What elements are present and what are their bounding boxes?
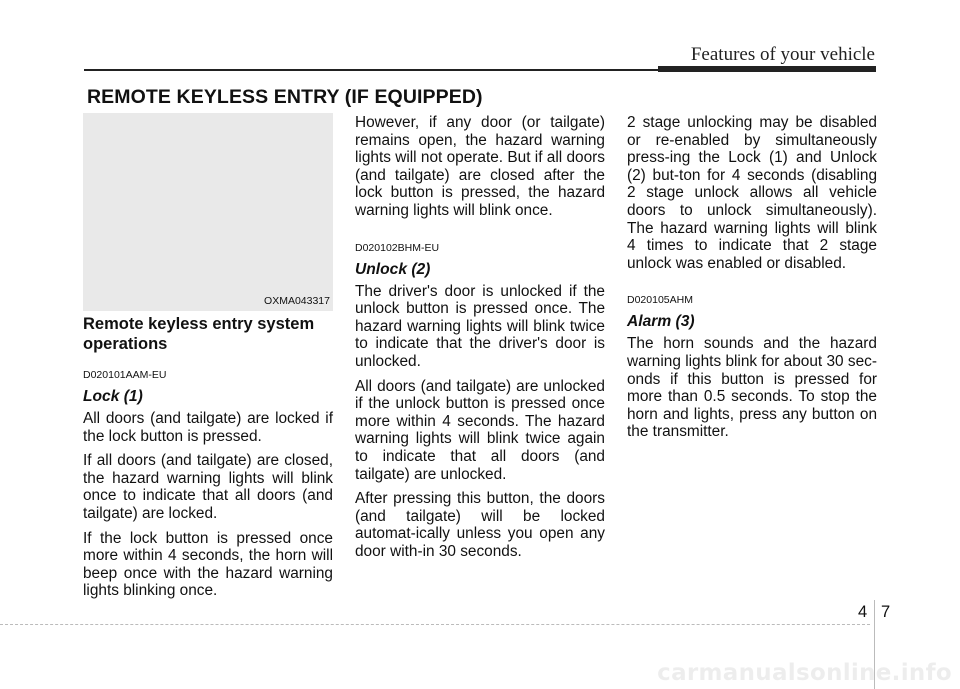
header-rule-accent <box>658 66 876 72</box>
paragraph: 2 stage unlocking may be disabled or re-enabled by simultaneously press-ing the Lock (1) and Unlock (2) but-ton for 4 seconds (disabling 2 stage unlock allows all vehicle doors to unlock simultaneously). The hazard warning lights will blink 4 times to indicate that 2 stage unlock was enabled or disabled. <box>627 114 877 272</box>
column-1 <box>83 313 333 607</box>
paragraph: The driver's door is unlocked if the unlock button is pressed once. The hazard warning lights will blink twice to indicate that the driver's door is unlocked. <box>355 282 605 370</box>
page-number: 7 <box>881 603 891 621</box>
paragraph: All doors (and tailgate) are locked if the lock button is pressed. <box>83 410 333 445</box>
item-title-lock: Lock (1) <box>83 388 143 405</box>
paragraph: If the lock button is pressed once more within 4 seconds, the horn will beep once with the hazard warning lights blinking once. <box>83 529 333 600</box>
section-heading: REMOTE KEYLESS ENTRY (IF EQUIPPED) <box>87 86 483 108</box>
paragraph: The horn sounds and the hazard warning lights blink for about 30 sec-onds if this button is pressed for more than 0.5 seconds. To stop the horn and lights, press any button on the transmitter. <box>627 335 877 441</box>
reference-code: D020105AHM <box>627 294 693 307</box>
paragraph: After pressing this button, the doors (and tailgate) will be locked automat-ically unless you open any door with-in 30 seconds. <box>355 490 605 560</box>
transmitter-illustration <box>83 113 333 311</box>
page-section-number: 4 <box>858 603 868 621</box>
reference-code: D020102BHM-EU <box>355 241 440 254</box>
item-title-alarm: Alarm (3) <box>627 313 695 331</box>
subsection-heading: Remote keyless entry system operations <box>83 315 315 353</box>
figure-code: OXMA043317 <box>264 295 330 307</box>
chapter-title: Features of your vehicle <box>690 44 875 65</box>
column-3 <box>627 114 877 448</box>
item-title-unlock: Unlock (2) <box>355 260 431 278</box>
reference-code: D020101AAM-EU <box>83 369 167 381</box>
paragraph: All doors (and tailgate) are unlocked if the unlock button is pressed once more within 4 seconds. The hazard warning lights will blink twice again to indicate that all doors (and tailgate) are unlocked. <box>355 377 605 483</box>
column-2 <box>355 114 605 567</box>
watermark: carmanualsonline.info <box>657 660 952 686</box>
paragraph: However, if any door (or tailgate) remains open, the hazard warning lights will not operate. But if all doors (and tailgate) are closed after the lock button is pressed, the hazard warning lights will blink once. <box>355 114 605 219</box>
paragraph: If all doors (and tailgate) are closed, the hazard warning lights will blink once to indicate that all doors (and tailgate) are locked. <box>83 452 333 522</box>
footer-rule <box>0 624 870 626</box>
